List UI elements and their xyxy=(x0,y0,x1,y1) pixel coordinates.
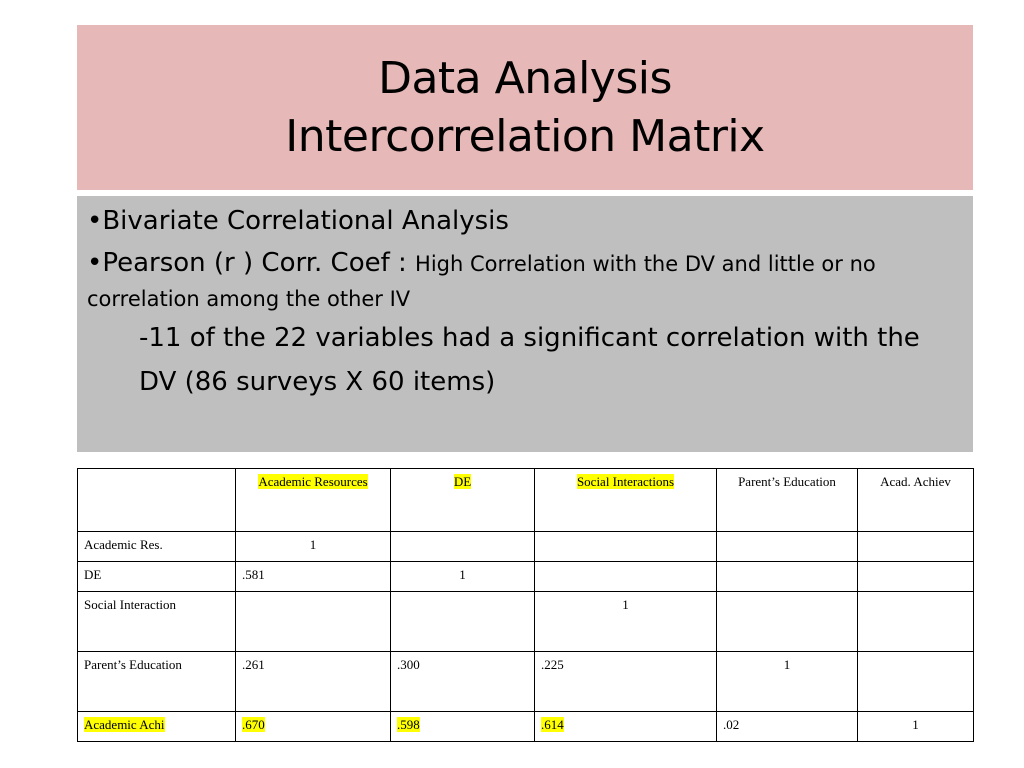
table-cell: .02 xyxy=(717,712,858,742)
sub-point: -11 of the 22 variables had a significant correlation with the DV (86 surveys X 60 items) xyxy=(139,323,920,397)
title-box xyxy=(77,25,973,190)
table-cell: .598 xyxy=(391,712,535,742)
table-row xyxy=(78,532,974,562)
bullet-text: Bivariate Correlational Analysis xyxy=(102,206,509,236)
table-cell xyxy=(391,592,535,652)
bullet-item xyxy=(87,204,963,238)
table-row xyxy=(78,592,974,652)
table-cell xyxy=(858,562,974,592)
table-cell: 1 xyxy=(858,712,974,742)
table-header-cell: DE xyxy=(391,469,535,532)
table-cell: 1 xyxy=(391,562,535,592)
table-row xyxy=(78,652,974,712)
table-cell xyxy=(391,532,535,562)
table-cell: .614 xyxy=(535,712,717,742)
table-cell xyxy=(535,532,717,562)
table-row-label: Academic Achi xyxy=(78,712,236,742)
table-cell xyxy=(717,562,858,592)
intercorrelation-table xyxy=(77,468,974,742)
table-row-label: DE xyxy=(78,562,236,592)
table-cell xyxy=(236,592,391,652)
table-cell xyxy=(858,652,974,712)
table-cell xyxy=(858,592,974,652)
table-row-label: Academic Res. xyxy=(78,532,236,562)
bullet-detail-text: High Correlation with the DV and little or no correlation among the other IV xyxy=(87,252,876,311)
table-cell: 1 xyxy=(717,652,858,712)
table-row-label: Parent’s Education xyxy=(78,652,236,712)
bullet-marker: • xyxy=(87,206,103,236)
table-cell xyxy=(858,532,974,562)
table-header-cell: Parent’s Education xyxy=(717,469,858,532)
slide-title-line-2: Intercorrelation Matrix xyxy=(285,110,765,162)
table-cell: .225 xyxy=(535,652,717,712)
table-cell: .300 xyxy=(391,652,535,712)
table-cell: .670 xyxy=(236,712,391,742)
table-cell xyxy=(717,592,858,652)
table-header-row xyxy=(78,469,974,532)
table-row xyxy=(78,712,974,742)
table-header-cell: Acad. Achiev xyxy=(858,469,974,532)
table-row-label: Social Interaction xyxy=(78,592,236,652)
content-box xyxy=(77,196,973,452)
table-cell xyxy=(535,562,717,592)
table-header-cell xyxy=(78,469,236,532)
bullet-marker: • xyxy=(87,248,103,278)
table-cell: .261 xyxy=(236,652,391,712)
table-row xyxy=(78,562,974,592)
slide-title-line-1: Data Analysis xyxy=(378,52,672,104)
table-cell: 1 xyxy=(535,592,717,652)
table-header-cell: Academic Resources xyxy=(236,469,391,532)
bullet-text: Pearson (r ) Corr. Coef : xyxy=(102,248,416,278)
table-cell xyxy=(717,532,858,562)
table-cell: .581 xyxy=(236,562,391,592)
bullet-item xyxy=(87,246,963,316)
table-header-cell: Social Interactions xyxy=(535,469,717,532)
table-cell: 1 xyxy=(236,532,391,562)
